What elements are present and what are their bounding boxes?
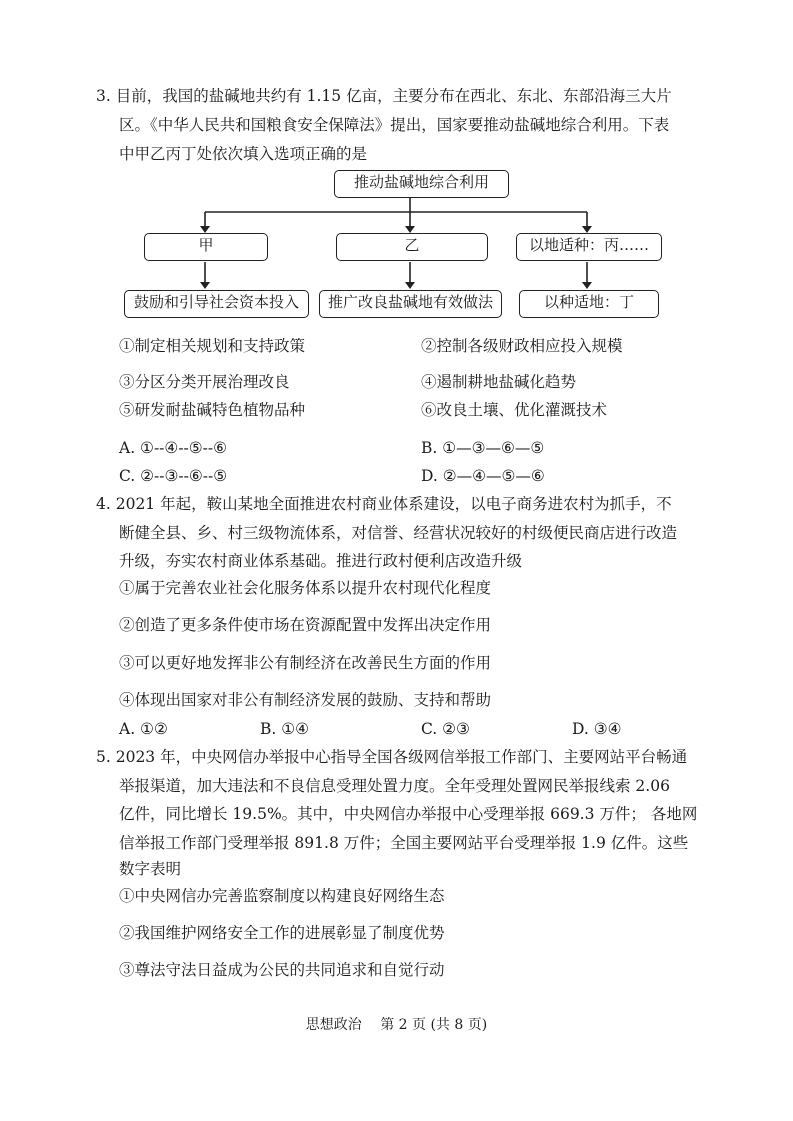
diagram-box-bing: 以地适种：丙…… bbox=[516, 233, 662, 261]
q5-item-3: ③尊法守法日益成为公民的共同追求和自觉行动 bbox=[119, 961, 445, 979]
q5-stem-line-1: 5. 2023 年，中央网信办举报中心指导全国各级网信举报工作部门、主要网站平台畅通 bbox=[96, 748, 688, 766]
q3-item-6: ⑥改良土壤、优化灌溉技术 bbox=[421, 401, 608, 419]
q3-choice-d: D. ②—④—⑤—⑥ bbox=[421, 467, 545, 485]
diagram-box-yi: 乙 bbox=[336, 233, 488, 261]
q3-item-1: ①制定相关规划和支持政策 bbox=[119, 337, 306, 355]
q3-choice-b: B. ①—③—⑥—⑤ bbox=[421, 439, 545, 457]
diagram-box-capital: 鼓励和引导社会资本投入 bbox=[124, 290, 309, 318]
diagram-box-jia: 甲 bbox=[144, 233, 268, 261]
q4-stem-line-1: 4. 2021 年起，鞍山某地全面推进农村商业体系建设，以电子商务进农村为抓手，不 bbox=[96, 495, 672, 513]
q3-item-5: ⑤研发耐盐碱特色植物品种 bbox=[119, 401, 306, 419]
diagram-top-box: 推动盐碱地综合利用 bbox=[334, 170, 509, 198]
diagram-box-improve: 推广改良盐碱地有效做法 bbox=[319, 290, 502, 318]
q5-item-2: ②我国维护网络安全工作的进展彰显了制度优势 bbox=[119, 924, 445, 942]
q5-item-1: ①中央网信办完善监察制度以构建良好网络生态 bbox=[119, 887, 445, 905]
q4-choice-c: C. ②③ bbox=[421, 720, 470, 738]
q4-item-4: ④体现出国家对非公有制经济发展的鼓励、支持和帮助 bbox=[119, 691, 492, 709]
q5-stem-line-2: 举报渠道，加大违法和不良信息受理处置力度。全年受理处置网民举报线索 2.06 bbox=[119, 777, 670, 795]
q5-stem-line-4: 信举报工作部门受理举报 891.8 万件；全国主要网站平台受理举报 1.9 亿件。这些 bbox=[119, 834, 689, 852]
q3-choice-c: C. ②--③--⑥--⑤ bbox=[119, 467, 228, 485]
q4-item-3: ③可以更好地发挥非公有制经济在改善民生方面的作用 bbox=[119, 654, 492, 672]
q3-choice-a: A. ①--④--⑤--⑥ bbox=[119, 439, 228, 457]
q5-stem-line-3: 亿件，同比增长 19.5%。其中，中央网信办举报中心受理举报 669.3 万件； 各地网 bbox=[119, 805, 698, 823]
q4-item-1: ①属于完善农业社会化服务体系以提升农村现代化程度 bbox=[119, 579, 492, 597]
q4-choice-b: B. ①④ bbox=[260, 720, 310, 738]
q4-stem-line-3: 升级，夯实农村商业体系基础。推进行政村便利店改造升级 bbox=[119, 552, 523, 570]
q3-stem-line-2: 区。《中华人民共和国粮食安全保障法》提出，国家要推动盐碱地综合利用。下表 bbox=[119, 116, 670, 134]
q3-stem-line-3: 中甲乙丙丁处依次填入选项正确的是 bbox=[119, 145, 368, 163]
q4-choice-a: A. ①② bbox=[119, 720, 168, 738]
q4-choice-d: D. ③④ bbox=[572, 720, 622, 738]
q4-item-2: ②创造了更多条件使市场在资源配置中发挥出决定作用 bbox=[119, 616, 492, 634]
diagram-connectors bbox=[0, 0, 793, 330]
q3-item-3: ③分区分类开展治理改良 bbox=[119, 373, 290, 391]
q5-stem-line-5: 数字表明 bbox=[119, 860, 182, 878]
q4-stem-line-2: 断健全县、乡、村三级物流体系，对信誉、经营状况较好的村级便民商店进行改造 bbox=[119, 524, 678, 542]
diagram-box-ding: 以种适地：丁 bbox=[519, 290, 659, 318]
page-footer: 思想政治 第 2 页 (共 8 页) bbox=[305, 1017, 488, 1033]
q3-item-4: ④遏制耕地盐碱化趋势 bbox=[421, 373, 577, 391]
q3-item-2: ②控制各级财政相应投入规模 bbox=[421, 337, 623, 355]
q3-stem-line-1: 3. 目前，我国的盐碱地共约有 1.15 亿亩，主要分布在西北、东北、东部沿海三大片 bbox=[96, 87, 672, 105]
